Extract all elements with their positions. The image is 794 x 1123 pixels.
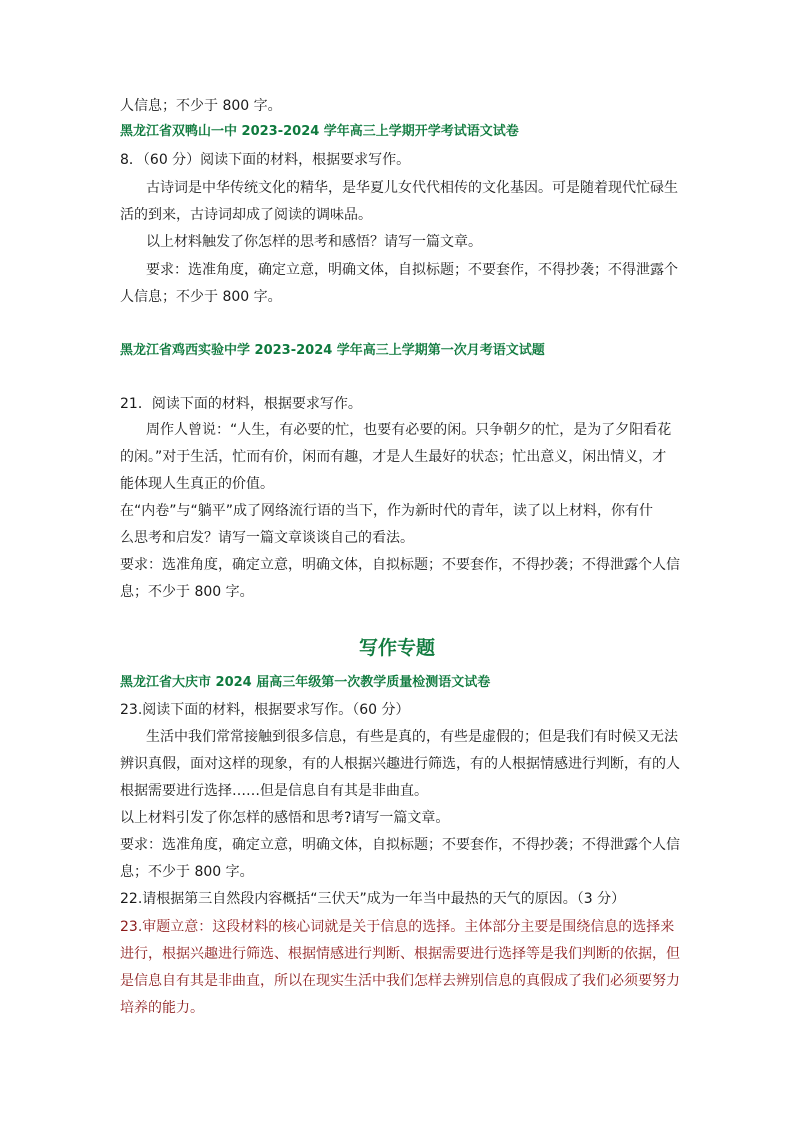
- material-line: 古诗词是中华传统文化的精华，是华夏儿女代代相传的文化基因。可是随着现代忙碌生: [146, 180, 678, 196]
- requirements-line: 要求：选准角度，确定立意，明确文体，自拟标题；不要套作，不得抄袭；不得泄露个人信: [120, 837, 680, 853]
- question-8: 8．（60 分）阅读下面的材料，根据要求写作。: [120, 152, 411, 168]
- requirements-line: 人信息；不少于 800 字。: [120, 289, 282, 305]
- requirements-line: 要求：选准角度，确定立意，明确文体，自拟标题；不要套作，不得抄袭；不得泄露个: [146, 262, 678, 278]
- prompt-line: 么思考和启发？请写一篇文章谈谈自己的看法。: [120, 530, 414, 546]
- material-line: 能体现人生真正的价值。: [120, 476, 274, 492]
- requirements-line: 息；不少于 800 字。: [120, 864, 254, 880]
- material-line: 根据需要进行选择……但是信息自有其是非曲直。: [120, 783, 428, 799]
- material-line: 周作人曾说：“人生，有必要的忙，也要有必要的闲。只争朝夕的忙，是为了夕阳看花: [146, 422, 672, 438]
- source-heading-daqing: 黑龙江省大庆市 2024 届高三年级第一次教学质量检测语文试卷: [120, 675, 491, 690]
- material-line: 辨识真假，面对这样的现象，有的人根据兴趣进行筛选，有的人根据情感进行判断，有的人: [120, 756, 680, 772]
- prompt-line: 以上材料触发了你怎样的思考和感悟？请写一篇文章。: [146, 234, 482, 250]
- requirements-line: 要求：选准角度，确定立意，明确文体，自拟标题；不要套作，不得抄袭；不得泄露个人信: [120, 557, 680, 573]
- carry-over-line: 人信息；不少于 800 字。: [120, 98, 282, 114]
- source-heading-jixi: 黑龙江省鸡西实验中学 2023-2024 学年高三上学期第一次月考语文试题: [120, 343, 545, 358]
- answer-line: 23.审题立意：这段材料的核心词就是关于信息的选择。主体部分主要是围绕信息的选择来: [120, 919, 675, 935]
- prompt-line: 在“内卷”与“躺平”成了网络流行语的当下，作为新时代的青年，读了以上材料，你有什: [120, 503, 654, 519]
- answer-line: 是信息自有其是非曲直，所以在现实生活中我们怎样去辨别信息的真假成了我们必须要努力: [120, 973, 680, 989]
- section-title: 写作专题: [358, 637, 435, 659]
- answer-line: 进行，根据兴趣进行筛选、根据情感进行判断、根据需要进行选择等是我们判断的依据，但: [120, 946, 680, 962]
- material-line: 活的到来，古诗词却成了阅读的调味品。: [120, 207, 372, 223]
- question-21: 21．阅读下面的材料，根据要求写作。: [120, 396, 362, 412]
- answer-line: 培养的能力。: [120, 1000, 204, 1016]
- requirements-line: 息；不少于 800 字。: [120, 584, 254, 600]
- prompt-line: 以上材料引发了你怎样的感悟和思考?请写一篇文章。: [120, 810, 450, 826]
- source-heading-shuangyashan: 黑龙江省双鸭山一中 2023-2024 学年高三上学期开学考试语文试卷: [120, 124, 519, 139]
- question-22: 22.请根据第三自然段内容概括“三伏天”成为一年当中最热的天气的原因。（3 分）: [120, 891, 626, 907]
- question-23: 23.阅读下面的材料，根据要求写作。（60 分）: [120, 702, 410, 718]
- material-line: 生活中我们常常接触到很多信息，有些是真的，有些是虚假的；但是我们有时候又无法: [146, 729, 678, 745]
- material-line: 的闲。”对于生活，忙而有价，闲而有趣，才是人生最好的状态；忙出意义，闲出情义，才: [120, 449, 667, 465]
